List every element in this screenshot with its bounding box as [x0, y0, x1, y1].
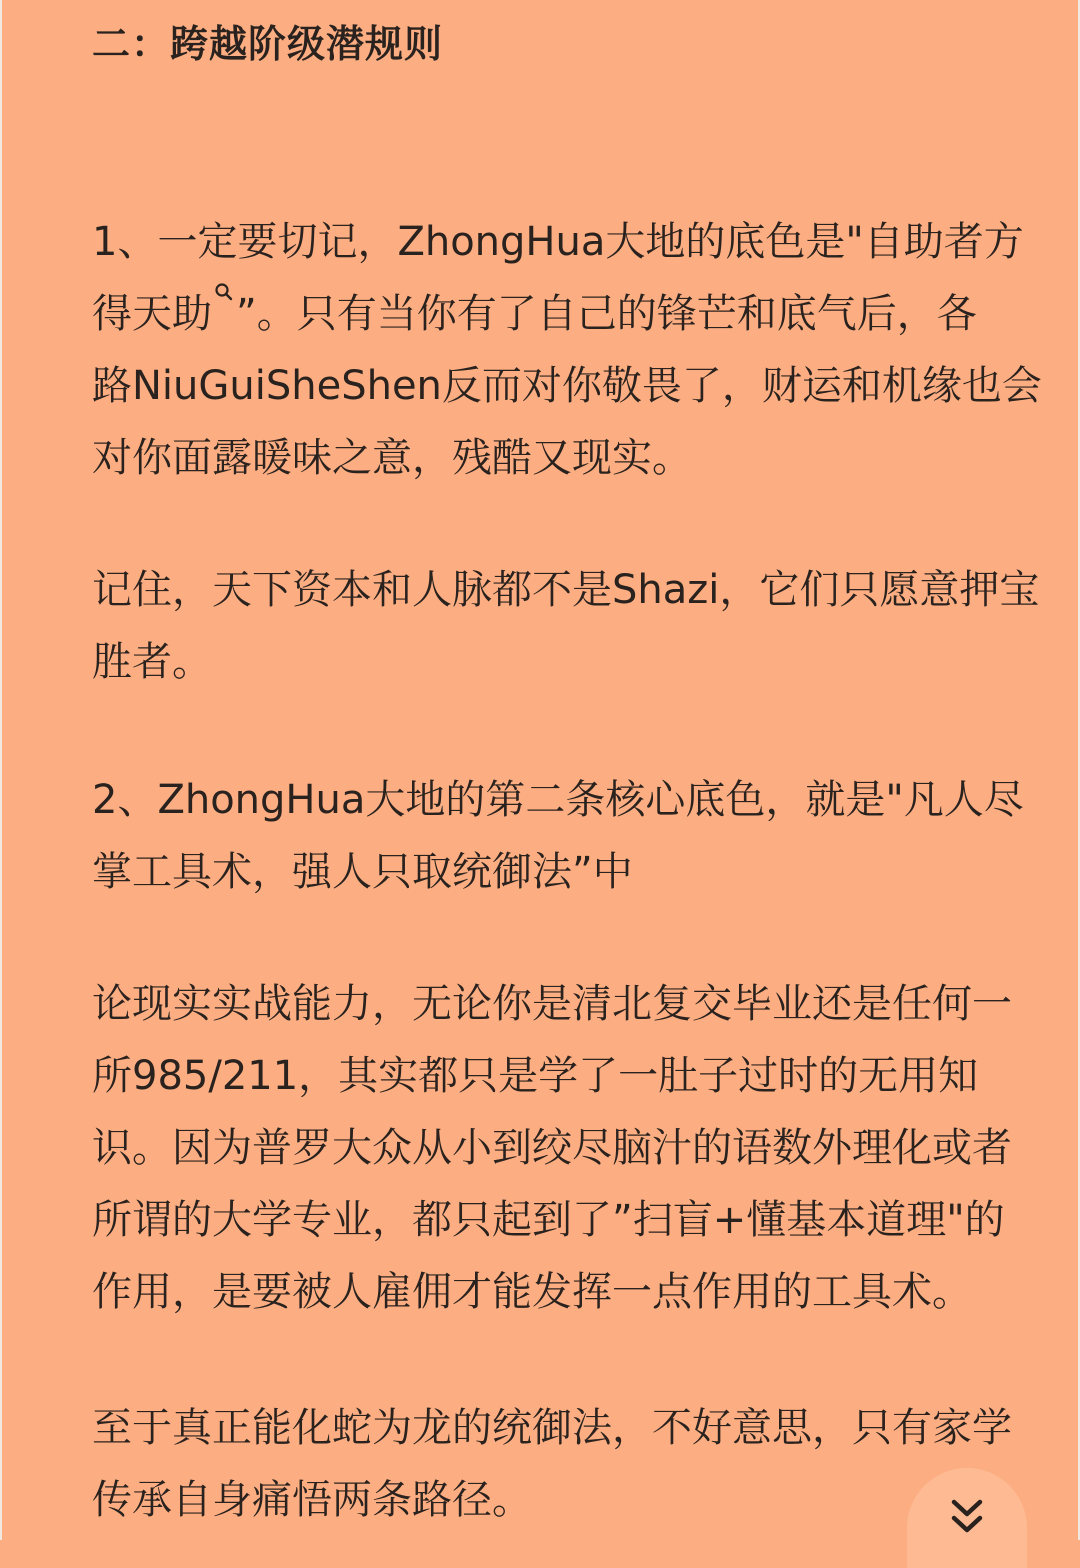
paragraph-line: 1、一定要切记，ZhongHua大地的底色是"自助者方: [92, 219, 1024, 265]
paragraph-line: 至于真正能化蛇为龙的统御法，不好意思，只有家学: [92, 1405, 1012, 1451]
paragraph-line: [92, 278, 1032, 350]
paragraph-line: 作用，是要被人雇佣才能发挥一点作用的工具术。: [92, 1269, 972, 1315]
paragraph-line: 胜者。: [92, 639, 212, 685]
paragraph-line: 记住，天下资本和人脉都不是Shazi，它们只愿意押宝: [92, 567, 1040, 613]
paragraph-line: 2、ZhongHua大地的第二条核心底色，就是"凡人尽: [92, 777, 1024, 823]
paragraph-line: 所985/211，其实都只是学了一肚子过时的无用知: [92, 1053, 979, 1099]
paragraph-line: 识。因为普罗大众从小到绞尽脑汁的语数外理化或者: [92, 1125, 1012, 1171]
paragraph-1: [92, 206, 1042, 494]
search-icon[interactable]: [214, 278, 236, 308]
paragraph-text: 得天助: [92, 291, 212, 337]
paragraph-text: ”。只有当你有了自己的锋芒和底气后，各: [236, 291, 977, 337]
section-heading: 二：跨越阶级潜规则: [92, 22, 444, 66]
paragraph-line: 路NiuGuiSheShen反而对你敬畏了，财运和机缘也会: [92, 363, 1042, 409]
paragraph-line: 所谓的大学专业，都只起到了”扫盲+懂基本道理"的: [92, 1197, 1005, 1243]
paragraph-2: [92, 554, 1040, 698]
paragraph-5: [92, 1392, 1032, 1536]
paragraph-3: [92, 764, 1032, 908]
paragraph-line: 传承自身痛悟两条路径。: [92, 1477, 532, 1523]
paragraph-line: 掌工具术，强人只取统御法”中: [92, 849, 633, 895]
paragraph-line: 论现实实战能力，无论你是清北复交毕业还是任何一: [92, 981, 1012, 1027]
paragraph-line: 对你面露暖味之意，残酷又现实。: [92, 435, 692, 481]
paragraph-4: [92, 968, 1032, 1328]
double-chevron-down-icon: [950, 1498, 984, 1538]
